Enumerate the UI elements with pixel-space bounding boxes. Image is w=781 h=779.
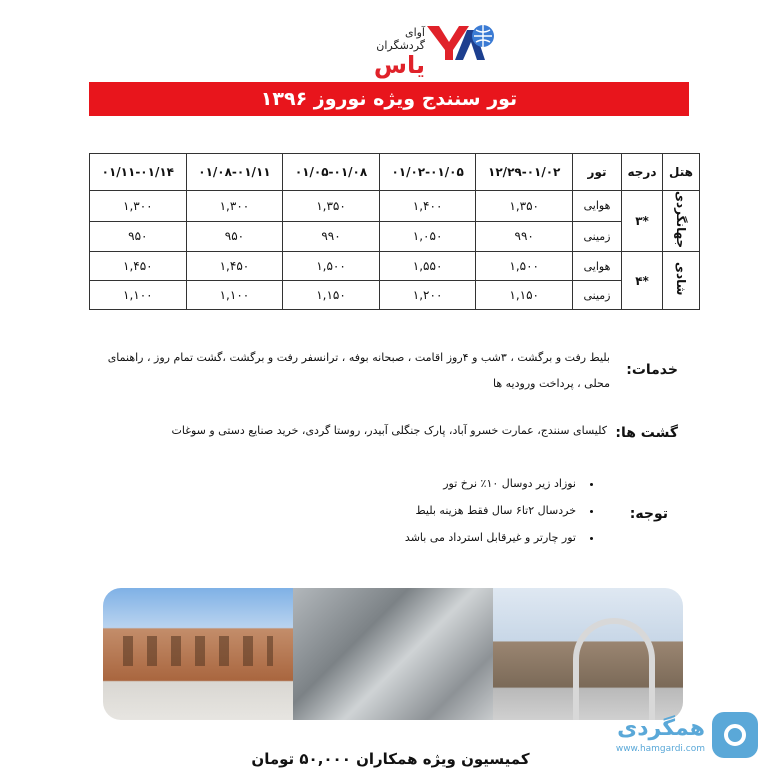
- price-cell: ۱,۱۰۰: [186, 281, 283, 310]
- photo-strip: [103, 588, 683, 720]
- table-row: [90, 252, 700, 281]
- price-cell: ۱,۳۰۰: [90, 191, 187, 222]
- monument-arch: [573, 618, 655, 720]
- hotel-grade: *۴: [622, 252, 663, 310]
- services-label: خدمات:: [626, 362, 678, 378]
- brand-logo: [305, 18, 495, 79]
- table-header-row: [90, 154, 700, 191]
- price-cell: ۱,۵۵۰: [379, 252, 476, 281]
- header-date-3: ۰۱/۰۵-۰۱/۰۸: [283, 154, 380, 191]
- price-cell: ۱,۱۵۰: [283, 281, 380, 310]
- tour-type: هوایی: [573, 252, 622, 281]
- hotel-name-cell: [663, 252, 700, 310]
- price-cell: ۱,۲۰۰: [379, 281, 476, 310]
- tour-type: زمینی: [573, 221, 622, 252]
- commission-footer: کمیسیون ویژه همکاران ۵۰,۰۰۰ تومان: [251, 750, 530, 768]
- list-item: • خردسال ۲تا۶ سال فقط هزینه بلیط: [370, 497, 580, 524]
- price-cell: ۱,۳۰۰: [186, 191, 283, 222]
- price-cell: ۱,۱۰۰: [90, 281, 187, 310]
- tours-label: گشت ها:: [615, 425, 678, 441]
- tour-type: زمینی: [573, 281, 622, 310]
- notes-label: توجه:: [629, 506, 668, 522]
- header-date-4: ۰۱/۰۸-۰۱/۱۱: [186, 154, 283, 191]
- brand-line1: آوای: [404, 26, 425, 39]
- brand-line2: گردشگران: [376, 39, 425, 52]
- brand-name: یاس: [373, 51, 425, 79]
- price-cell: ۱,۵۰۰: [283, 252, 380, 281]
- tour-type: هوایی: [573, 191, 622, 222]
- price-cell: ۱,۵۰۰: [476, 252, 573, 281]
- price-cell: ۱,۱۵۰: [476, 281, 573, 310]
- header-date-2: ۰۱/۰۲-۰۱/۰۵: [379, 154, 476, 191]
- list-item: • نوزاد زیر دوسال ۱۰٪ نرخ تور: [370, 470, 580, 497]
- price-table: [89, 153, 700, 310]
- table-row: [90, 191, 700, 222]
- price-cell: ۱,۴۵۰: [90, 252, 187, 281]
- tours-text: کلیسای سنندج، عمارت خسرو آباد، پارک جنگلی آبیدر، روستا گردی، خرید صنایع دستی و سوغات: [171, 424, 607, 437]
- services-text: بلیط رفت و برگشت ، ۳شب و ۴روز اقامت ، صبحانه بوفه ، ترانسفر رفت و برگشت ،گشت تمام روز ، راهنمای محلی ، پرداخت ورودیه ها: [107, 351, 610, 390]
- hotel-grade: *۳: [622, 191, 663, 252]
- brand-text: [305, 26, 425, 78]
- table-row: [90, 221, 700, 252]
- mansion-photo: [103, 588, 293, 720]
- relief-photo: [293, 588, 493, 720]
- header-hotel: هتل: [663, 154, 700, 191]
- header-date-1: ۱۲/۲۹-۰۱/۰۲: [476, 154, 573, 191]
- price-cell: ۹۵۰: [90, 221, 187, 252]
- watermark-url: www.hamgardi.com: [615, 744, 705, 754]
- hotel-name: شادی: [674, 262, 688, 296]
- price-cell: ۱,۰۵۰: [379, 221, 476, 252]
- price-cell: ۱,۴۵۰: [186, 252, 283, 281]
- watermark-name: همگردی: [617, 716, 705, 741]
- notes-list: [370, 470, 598, 551]
- header-tour: تور: [573, 154, 622, 191]
- monument-photo: [493, 588, 683, 720]
- price-cell: ۱,۴۰۰: [379, 191, 476, 222]
- header-date-5: ۰۱/۱۱-۰۱/۱۴: [90, 154, 187, 191]
- price-cell: ۱,۳۵۰: [476, 191, 573, 222]
- page-title: تور سنندج ویژه نوروز ۱۳۹۶: [89, 82, 689, 116]
- brand-mark-icon: [425, 22, 497, 64]
- list-item: • تور چارتر و غیرقابل استرداد می باشد: [370, 524, 580, 551]
- header-grade: درجه: [622, 154, 663, 191]
- price-cell: ۹۹۰: [283, 221, 380, 252]
- hotel-name: جهانگردی: [674, 191, 688, 249]
- table-row: [90, 281, 700, 310]
- mansion-windows: [123, 636, 273, 666]
- hotel-name-cell: [663, 191, 700, 252]
- price-cell: ۱,۳۵۰: [283, 191, 380, 222]
- price-cell: ۹۵۰: [186, 221, 283, 252]
- price-cell: ۹۹۰: [476, 221, 573, 252]
